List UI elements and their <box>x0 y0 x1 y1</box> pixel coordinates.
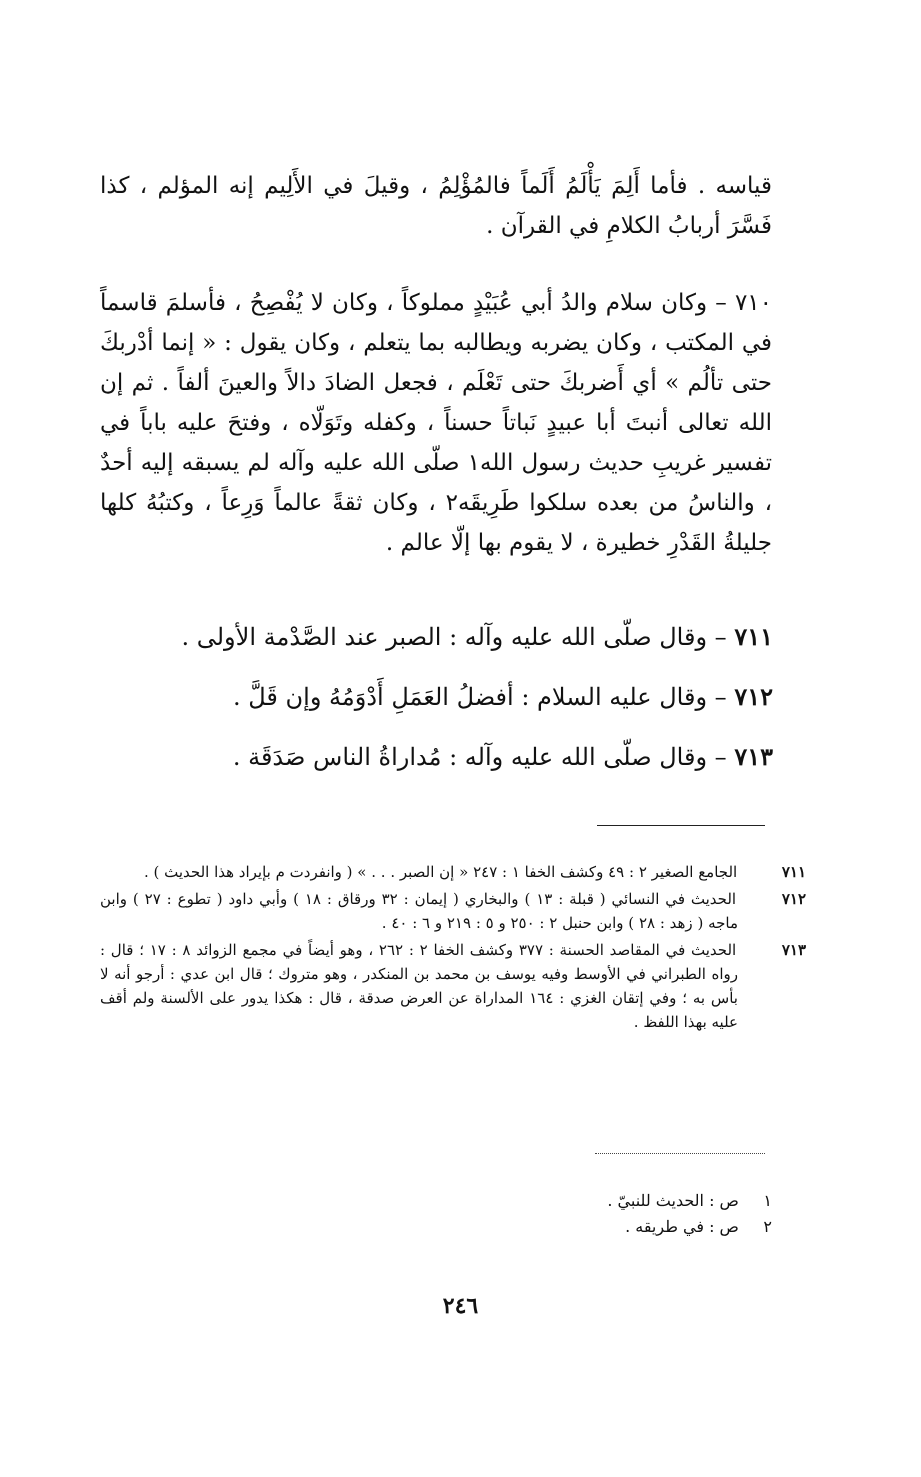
hadith-711 <box>100 617 773 657</box>
paragraph-710: ٧١٠ – وكان سلام والدُ أبي عُبَيْدٍ مملوكاً ، وكان لا يُفْصِحُ ، فأسلمَ قاسماً في المكتب ، وكان يضربه ويطالبه بما يتعلم ، وكان يقول : « إنما أدْربكَ حتى تألُم » أي أَضربكَ حتى تَعْلَم ، فجعل الضادَ دالاً والعينَ ألفاً . ثم إن الله تعالى أنبتَ أبا عبيدٍ نَباتاً حسناً ، وكفله وتَوَلّاه ، وفتحَ عليه باباً في تفسير غريبِ حديث رسول الله١ صلّى الله عليه وآله لم يسبقه إليه أحدٌ ، والناسُ من بعده سلكوا طَرِيقَه٢ ، وكان ثقةً عالماً وَرِعاً ، وكتبُهُ كلها جليلةُ القَدْرِ خطيرة ، لا يقوم بها إلّا عالم . <box>100 290 772 556</box>
footnotes-divider <box>595 1153 765 1154</box>
footnotes <box>400 1188 772 1240</box>
footnote-text: ص : في طريقه . <box>625 1217 739 1236</box>
note-text: الحديث في النسائي ( قبلة : ١٣ ) والبخاري ( إيمان : ٣٢ ورقاق : ١٨ ) وأبي داود ( تطوع : ٢٧ ) وابن ماجه ( زهد : ٢٨ ) وابن حنبل ٢ : ٢٥٠ و ٥ : ٢١٩ و ٦ : ٤٠ . <box>100 890 738 932</box>
footnote-text: ص : الحديث للنبيّ . <box>607 1191 739 1210</box>
hadith-number: ٧١٢ <box>734 682 773 711</box>
paragraph-continuation: قياسه . فأما أَلِمَ يَأْلَمُ أَلَماً فالمُؤْلِمُ ، وقيلَ في الأَلِيم إنه المؤلم ، كذا فَسَّرَ أربابُ الكلامِ في القرآن . <box>100 173 772 239</box>
notes-divider <box>597 825 765 826</box>
note-number: ٧١١ <box>781 863 806 881</box>
note-number: ٧١٢ <box>781 890 806 908</box>
source-notes <box>100 860 806 1037</box>
footnote-number: ١ <box>763 1191 772 1210</box>
hadith-text: – وقال صلّى الله عليه وآله : مُداراةُ الناس صَدَقَة . <box>232 743 727 771</box>
note-text: الجامع الصغير ٢ : ٤٩ وكشف الخفا ١ : ٢٤٧ « إن الصبر . . . » ( وانفردت م بإيراد هذا الحديث ) . <box>143 863 738 881</box>
hadith-number: ٧١٣ <box>734 742 773 771</box>
note-text: الحديث في المقاصد الحسنة : ٣٧٧ وكشف الخفا ٢ : ٢٦٢ ، وهو أيضاً في مجمع الزوائد ٨ : ١٧ ؛ قال : رواه الطبراني في الأوسط وفيه يوسف بن محمد بن المنكدر ، وهو متروك ؛ قال ابن عدي : أرجو أنه لا بأس به ؛ وفي إتقان الغزي : ١٦٤ المداراة عن العرض صدقة ، قال : هكذا يدور على الألسنة ولم أقف عليه بهذا اللفظ . <box>100 941 738 1031</box>
hadith-text: – وقال صلّى الله عليه وآله : الصبر عند الصَّدْمة الأولى . <box>181 623 727 651</box>
note-number: ٧١٣ <box>781 941 806 959</box>
footnote-2 <box>400 1214 772 1240</box>
footnote-number: ٢ <box>763 1217 772 1236</box>
note-713 <box>100 938 806 1034</box>
note-712 <box>100 887 806 935</box>
page-number: ٢٤٦ <box>442 1293 479 1319</box>
hadith-text: – وقال عليه السلام : أفضلُ العَمَلِ أَدْوَمُهُ وإن قَلَّ . <box>232 683 727 711</box>
hadith-number: ٧١١ <box>734 622 773 651</box>
hadith-712 <box>100 677 773 717</box>
note-711 <box>100 860 806 884</box>
footnote-1 <box>400 1188 772 1214</box>
hadith-713 <box>100 737 773 777</box>
